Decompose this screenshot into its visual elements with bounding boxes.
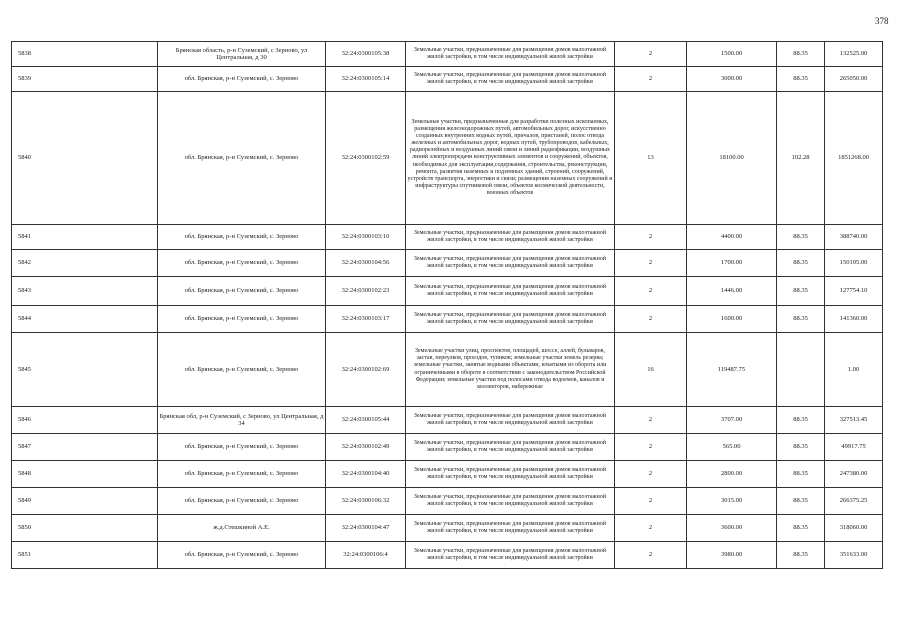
rate-cell: 88.35	[777, 250, 825, 277]
address-cell: обл. Брянская, р-н Суземский, с. Зерново	[158, 488, 326, 515]
group-cell: 2	[615, 67, 687, 92]
cadastral-number-cell: 32:24:0300103:10	[326, 225, 406, 250]
cadastral-value-cell: 132525.00	[825, 42, 883, 67]
area-cell: 565.00	[687, 434, 777, 461]
table-row	[12, 225, 883, 250]
group-cell: 2	[615, 306, 687, 333]
area-cell: 1600.00	[687, 306, 777, 333]
cadastral-number-cell: 32:24:0300102:69	[326, 333, 406, 407]
land-use-category-cell: Земельные участки, предназначенные для размещения домов малоэтажной жилой застройки, в том числе индивидуальной жилой застройки	[406, 488, 615, 515]
row-number-cell: 5844	[12, 306, 158, 333]
row-number-cell: 5851	[12, 542, 158, 569]
rate-cell	[777, 333, 825, 407]
area-cell: 3015.00	[687, 488, 777, 515]
area-cell: 3000.00	[687, 67, 777, 92]
land-use-category-cell: Земельные участки, предназначенные для размещения домов малоэтажной жилой застройки, в том числе индивидуальной жилой застройки	[406, 407, 615, 434]
row-number-cell: 5840	[12, 92, 158, 225]
land-use-category-cell: Земельные участки, предназначенные для размещения домов малоэтажной жилой застройки, в том числе индивидуальной жилой застройки	[406, 42, 615, 67]
rate-cell: 88.35	[777, 42, 825, 67]
table-row	[12, 542, 883, 569]
table-row	[12, 42, 883, 67]
cadastral-number-cell: 32:24:0300104:47	[326, 515, 406, 542]
rate-cell: 88.35	[777, 407, 825, 434]
cadastral-value-table	[11, 41, 883, 569]
group-cell: 2	[615, 407, 687, 434]
group-cell: 2	[615, 515, 687, 542]
area-cell: 3600.00	[687, 515, 777, 542]
cadastral-number-cell: 32:24:0300105:38	[326, 42, 406, 67]
cadastral-number-cell: 32:24:0300105:44	[326, 407, 406, 434]
cadastral-value-cell: 49917.75	[825, 434, 883, 461]
cadastral-number-cell: 32:24:0300102:23	[326, 277, 406, 306]
row-number-cell: 5847	[12, 434, 158, 461]
group-cell: 2	[615, 42, 687, 67]
land-use-category-cell: Земельные участки, предназначенные для размещения домов малоэтажной жилой застройки, в том числе индивидуальной жилой застройки	[406, 515, 615, 542]
land-use-category-cell: Земельные участки, предназначенные для размещения домов малоэтажной жилой застройки, в том числе индивидуальной жилой застройки	[406, 250, 615, 277]
group-cell: 13	[615, 92, 687, 225]
cadastral-value-cell: 318060.00	[825, 515, 883, 542]
row-number-cell: 5848	[12, 461, 158, 488]
table-row	[12, 250, 883, 277]
rate-cell: 88.35	[777, 434, 825, 461]
rate-cell: 88.35	[777, 306, 825, 333]
row-number-cell: 5838	[12, 42, 158, 67]
cadastral-value-cell: 1851268.00	[825, 92, 883, 225]
rate-cell: 102.28	[777, 92, 825, 225]
cadastral-number-cell: 32:24:0300106:4	[326, 542, 406, 569]
table-row	[12, 515, 883, 542]
address-cell: ж.д.Стешкиной А.Е.	[158, 515, 326, 542]
cadastral-value-cell: 351633.00	[825, 542, 883, 569]
land-use-category-cell: Земельные участки, предназначенные для размещения домов малоэтажной жилой застройки, в том числе индивидуальной жилой застройки	[406, 461, 615, 488]
address-cell: Брянская обл, р-н Суземский, с Зерново, ул Центральная, д 34	[158, 407, 326, 434]
area-cell: 1446.00	[687, 277, 777, 306]
rate-cell: 88.35	[777, 225, 825, 250]
land-use-category-cell: Земельные участки, предназначенные для размещения домов малоэтажной жилой застройки, в том числе индивидуальной жилой застройки	[406, 225, 615, 250]
cadastral-value-cell: 150195.00	[825, 250, 883, 277]
rate-cell: 88.35	[777, 542, 825, 569]
table-row	[12, 434, 883, 461]
cadastral-value-cell: 141360.00	[825, 306, 883, 333]
row-number-cell: 5849	[12, 488, 158, 515]
group-cell: 2	[615, 434, 687, 461]
rate-cell: 88.35	[777, 67, 825, 92]
land-use-category-cell: Земельные участки, предназначенные для разработки полезных ископаемых, размещения железнодорожных путей, автомобильных дорог, искусственно созданных внутренних водных путей, причалов, пристаней, полос отвода железных и автомобильных дорог, водных путей, трубопроводов, кабельных, радиорелейных и воздушных линий связи и линий радиофикации, воздушных линий электропередачи конструктивных элементов и сооружений, объектов, необходимых для эксплуатации,содержания, строительства, реконструкции, ремонта, развития наземных и подземных зданий, строений, сооружений, устройств транспорта, энергетики и связи; размещения наземных сооружений и инфраструктуры спутниковой связи, объектов космической деятельности, военных объектов	[406, 92, 615, 225]
area-cell: 1700.00	[687, 250, 777, 277]
address-cell: обл. Брянская, р-н Суземский, с. Зерново	[158, 92, 326, 225]
area-cell: 4400.00	[687, 225, 777, 250]
group-cell: 2	[615, 250, 687, 277]
cadastral-value-cell: 127754.10	[825, 277, 883, 306]
cadastral-number-cell: 32:24:0300103:17	[326, 306, 406, 333]
table-row	[12, 92, 883, 225]
area-cell: 3980.00	[687, 542, 777, 569]
cadastral-value-cell: 247380.00	[825, 461, 883, 488]
land-use-category-cell: Земельные участки улиц, проспектов, площадей, шоссе, аллей, бульваров, застав, переулков, проездов, тупиков; земельные участки земель резерва; земельные участки, занятые водными объектами, изъятыми из оборота или ограниченными в обороте в соответствии с законодательством Российской Федерации; земельные участки под полосами отвода водоемов, каналов и коллекторов, набережные	[406, 333, 615, 407]
address-cell: обл. Брянская, р-н Суземский, с. Зерново	[158, 461, 326, 488]
cadastral-number-cell: 32:24:0300102:59	[326, 92, 406, 225]
address-cell: обл. Брянская, р-н Суземский, с. Зерново	[158, 67, 326, 92]
rate-cell: 88.35	[777, 488, 825, 515]
land-use-category-cell: Земельные участки, предназначенные для размещения домов малоэтажной жилой застройки, в том числе индивидуальной жилой застройки	[406, 67, 615, 92]
group-cell: 2	[615, 277, 687, 306]
address-cell: обл. Брянская, р-н Суземский, с. Зерново	[158, 250, 326, 277]
row-number-cell: 5841	[12, 225, 158, 250]
group-cell: 2	[615, 488, 687, 515]
address-cell: обл. Брянская, р-н Суземский, с. Зерново	[158, 225, 326, 250]
address-cell: обл. Брянская, р-н Суземский, с. Зерново	[158, 277, 326, 306]
table-row	[12, 461, 883, 488]
row-number-cell: 5850	[12, 515, 158, 542]
cadastral-value-cell: 327513.45	[825, 407, 883, 434]
address-cell: обл. Брянская, р-н Суземский, с. Зерново	[158, 434, 326, 461]
row-number-cell: 5846	[12, 407, 158, 434]
row-number-cell: 5843	[12, 277, 158, 306]
rate-cell: 88.35	[777, 461, 825, 488]
address-cell: обл. Брянская, р-н Суземский, с. Зерново	[158, 306, 326, 333]
rate-cell: 88.35	[777, 277, 825, 306]
table-row	[12, 488, 883, 515]
cadastral-number-cell: 32:24:0300106:32	[326, 488, 406, 515]
cadastral-number-cell: 32:24:0300105:14	[326, 67, 406, 92]
land-use-category-cell: Земельные участки, предназначенные для размещения домов малоэтажной жилой застройки, в том числе индивидуальной жилой застройки	[406, 542, 615, 569]
table-body	[12, 42, 883, 569]
table-row	[12, 277, 883, 306]
group-cell: 2	[615, 461, 687, 488]
area-cell: 18100.00	[687, 92, 777, 225]
rate-cell: 88.35	[777, 515, 825, 542]
table-row	[12, 333, 883, 407]
table-row	[12, 67, 883, 92]
cadastral-value-cell: 265050.00	[825, 67, 883, 92]
address-cell: обл. Брянская, р-н Суземский, с. Зерново	[158, 542, 326, 569]
cadastral-value-cell: 1.00	[825, 333, 883, 407]
area-cell: 119487.75	[687, 333, 777, 407]
page-number: 378	[875, 16, 889, 26]
row-number-cell: 5845	[12, 333, 158, 407]
land-use-category-cell: Земельные участки, предназначенные для размещения домов малоэтажной жилой застройки, в том числе индивидуальной жилой застройки	[406, 306, 615, 333]
table-row	[12, 306, 883, 333]
row-number-cell: 5839	[12, 67, 158, 92]
group-cell: 2	[615, 542, 687, 569]
group-cell: 2	[615, 225, 687, 250]
table-row	[12, 407, 883, 434]
cadastral-number-cell: 32:24:0300104:56	[326, 250, 406, 277]
area-cell: 3707.00	[687, 407, 777, 434]
land-use-category-cell: Земельные участки, предназначенные для размещения домов малоэтажной жилой застройки, в том числе индивидуальной жилой застройки	[406, 434, 615, 461]
area-cell: 2800.00	[687, 461, 777, 488]
cadastral-value-cell: 388740.00	[825, 225, 883, 250]
area-cell: 1500.00	[687, 42, 777, 67]
row-number-cell: 5842	[12, 250, 158, 277]
cadastral-number-cell: 32:24:0300104:40	[326, 461, 406, 488]
land-use-category-cell: Земельные участки, предназначенные для размещения домов малоэтажной жилой застройки, в том числе индивидуальной жилой застройки	[406, 277, 615, 306]
group-cell: 16	[615, 333, 687, 407]
cadastral-number-cell: 32:24:0300102:49	[326, 434, 406, 461]
address-cell: обл. Брянская, р-н Суземский, с. Зерново	[158, 333, 326, 407]
cadastral-value-cell: 266375.25	[825, 488, 883, 515]
address-cell: Брянская область, р-н Суземский, с Зерново, ул Центральная, д 30	[158, 42, 326, 67]
